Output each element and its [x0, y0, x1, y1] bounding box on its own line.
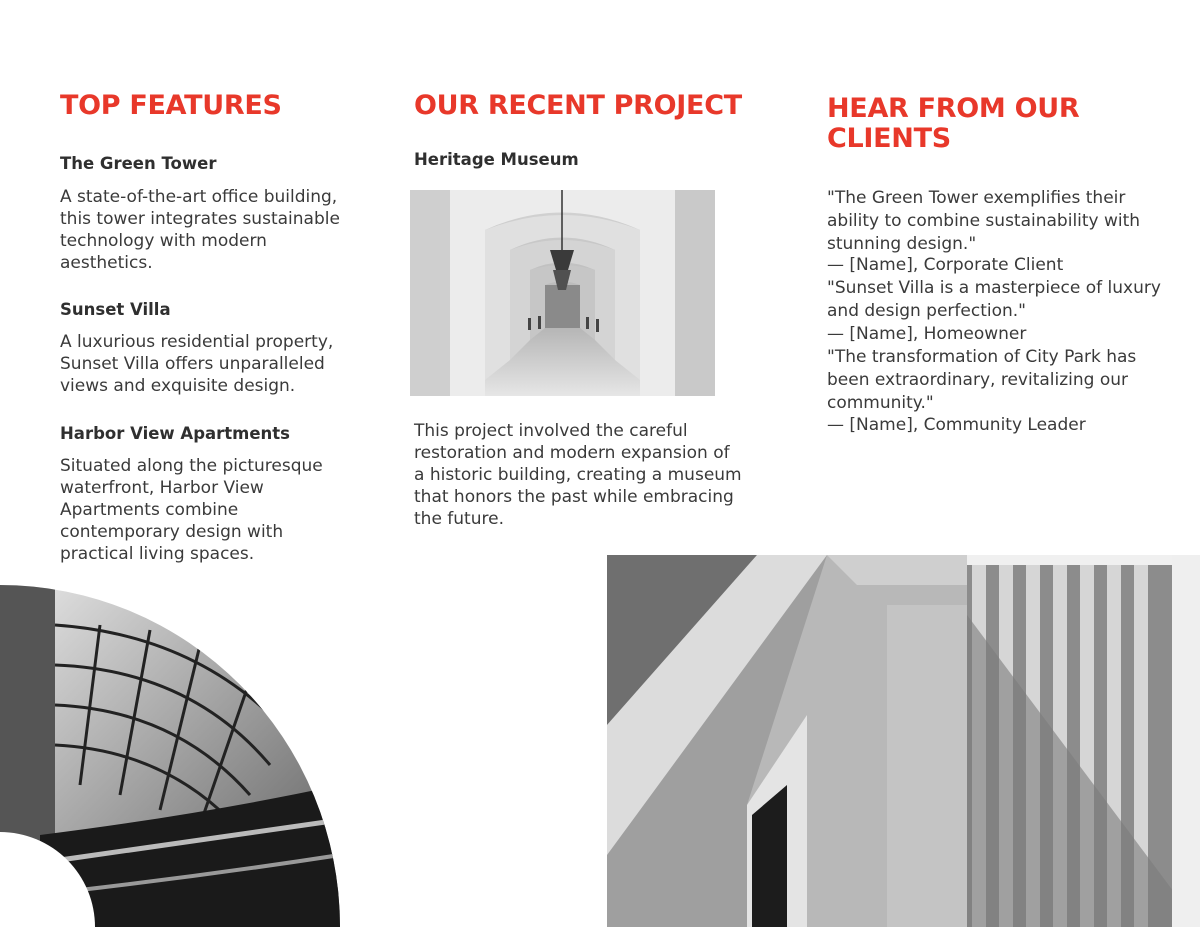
testimonial-author-1: — [Name], Corporate Client	[827, 255, 1064, 275]
feature-text-green-tower: A state-of-the-art office building, this tower integrates sustainable technology with modern aesthetics.	[60, 187, 340, 273]
architecture-image	[607, 555, 1200, 927]
clients-heading: HEAR FROM OUR CLIENTS	[827, 93, 1080, 154]
feature-text-harbor-view: Situated along the picturesque waterfront, Harbor View Apartments combine contemporary design with practical living spaces.	[60, 456, 323, 564]
feature-title-sunset-villa: Sunset Villa	[60, 300, 171, 319]
top-features-heading: TOP FEATURES	[60, 90, 282, 121]
feature-title-harbor-view: Harbor View Apartments	[60, 424, 291, 443]
glass-dome-image	[0, 585, 340, 927]
testimonial-author-3: — [Name], Community Leader	[827, 415, 1086, 435]
testimonial-quote-2: "Sunset Villa is a masterpiece of luxury and design perfection."	[827, 278, 1161, 321]
heritage-museum-image	[410, 190, 715, 396]
testimonial-author-2: — [Name], Homeowner	[827, 324, 1027, 344]
recent-project-heading: OUR RECENT PROJECT	[414, 90, 742, 121]
project-description: This project involved the careful restoration and modern expansion of a historic building, creating a museum that honors the past while embracing the future.	[414, 421, 742, 529]
testimonial-quote-3: "The transformation of City Park has been extraordinary, revitalizing our community."	[827, 347, 1137, 413]
project-title: Heritage Museum	[414, 150, 579, 169]
feature-title-green-tower: The Green Tower	[60, 154, 217, 173]
feature-text-sunset-villa: A luxurious residential property, Sunset Villa offers unparalleled views and exquisite design.	[60, 332, 334, 396]
testimonial-quote-1: "The Green Tower exemplifies their ability to combine sustainability with stunning design."	[827, 188, 1141, 254]
